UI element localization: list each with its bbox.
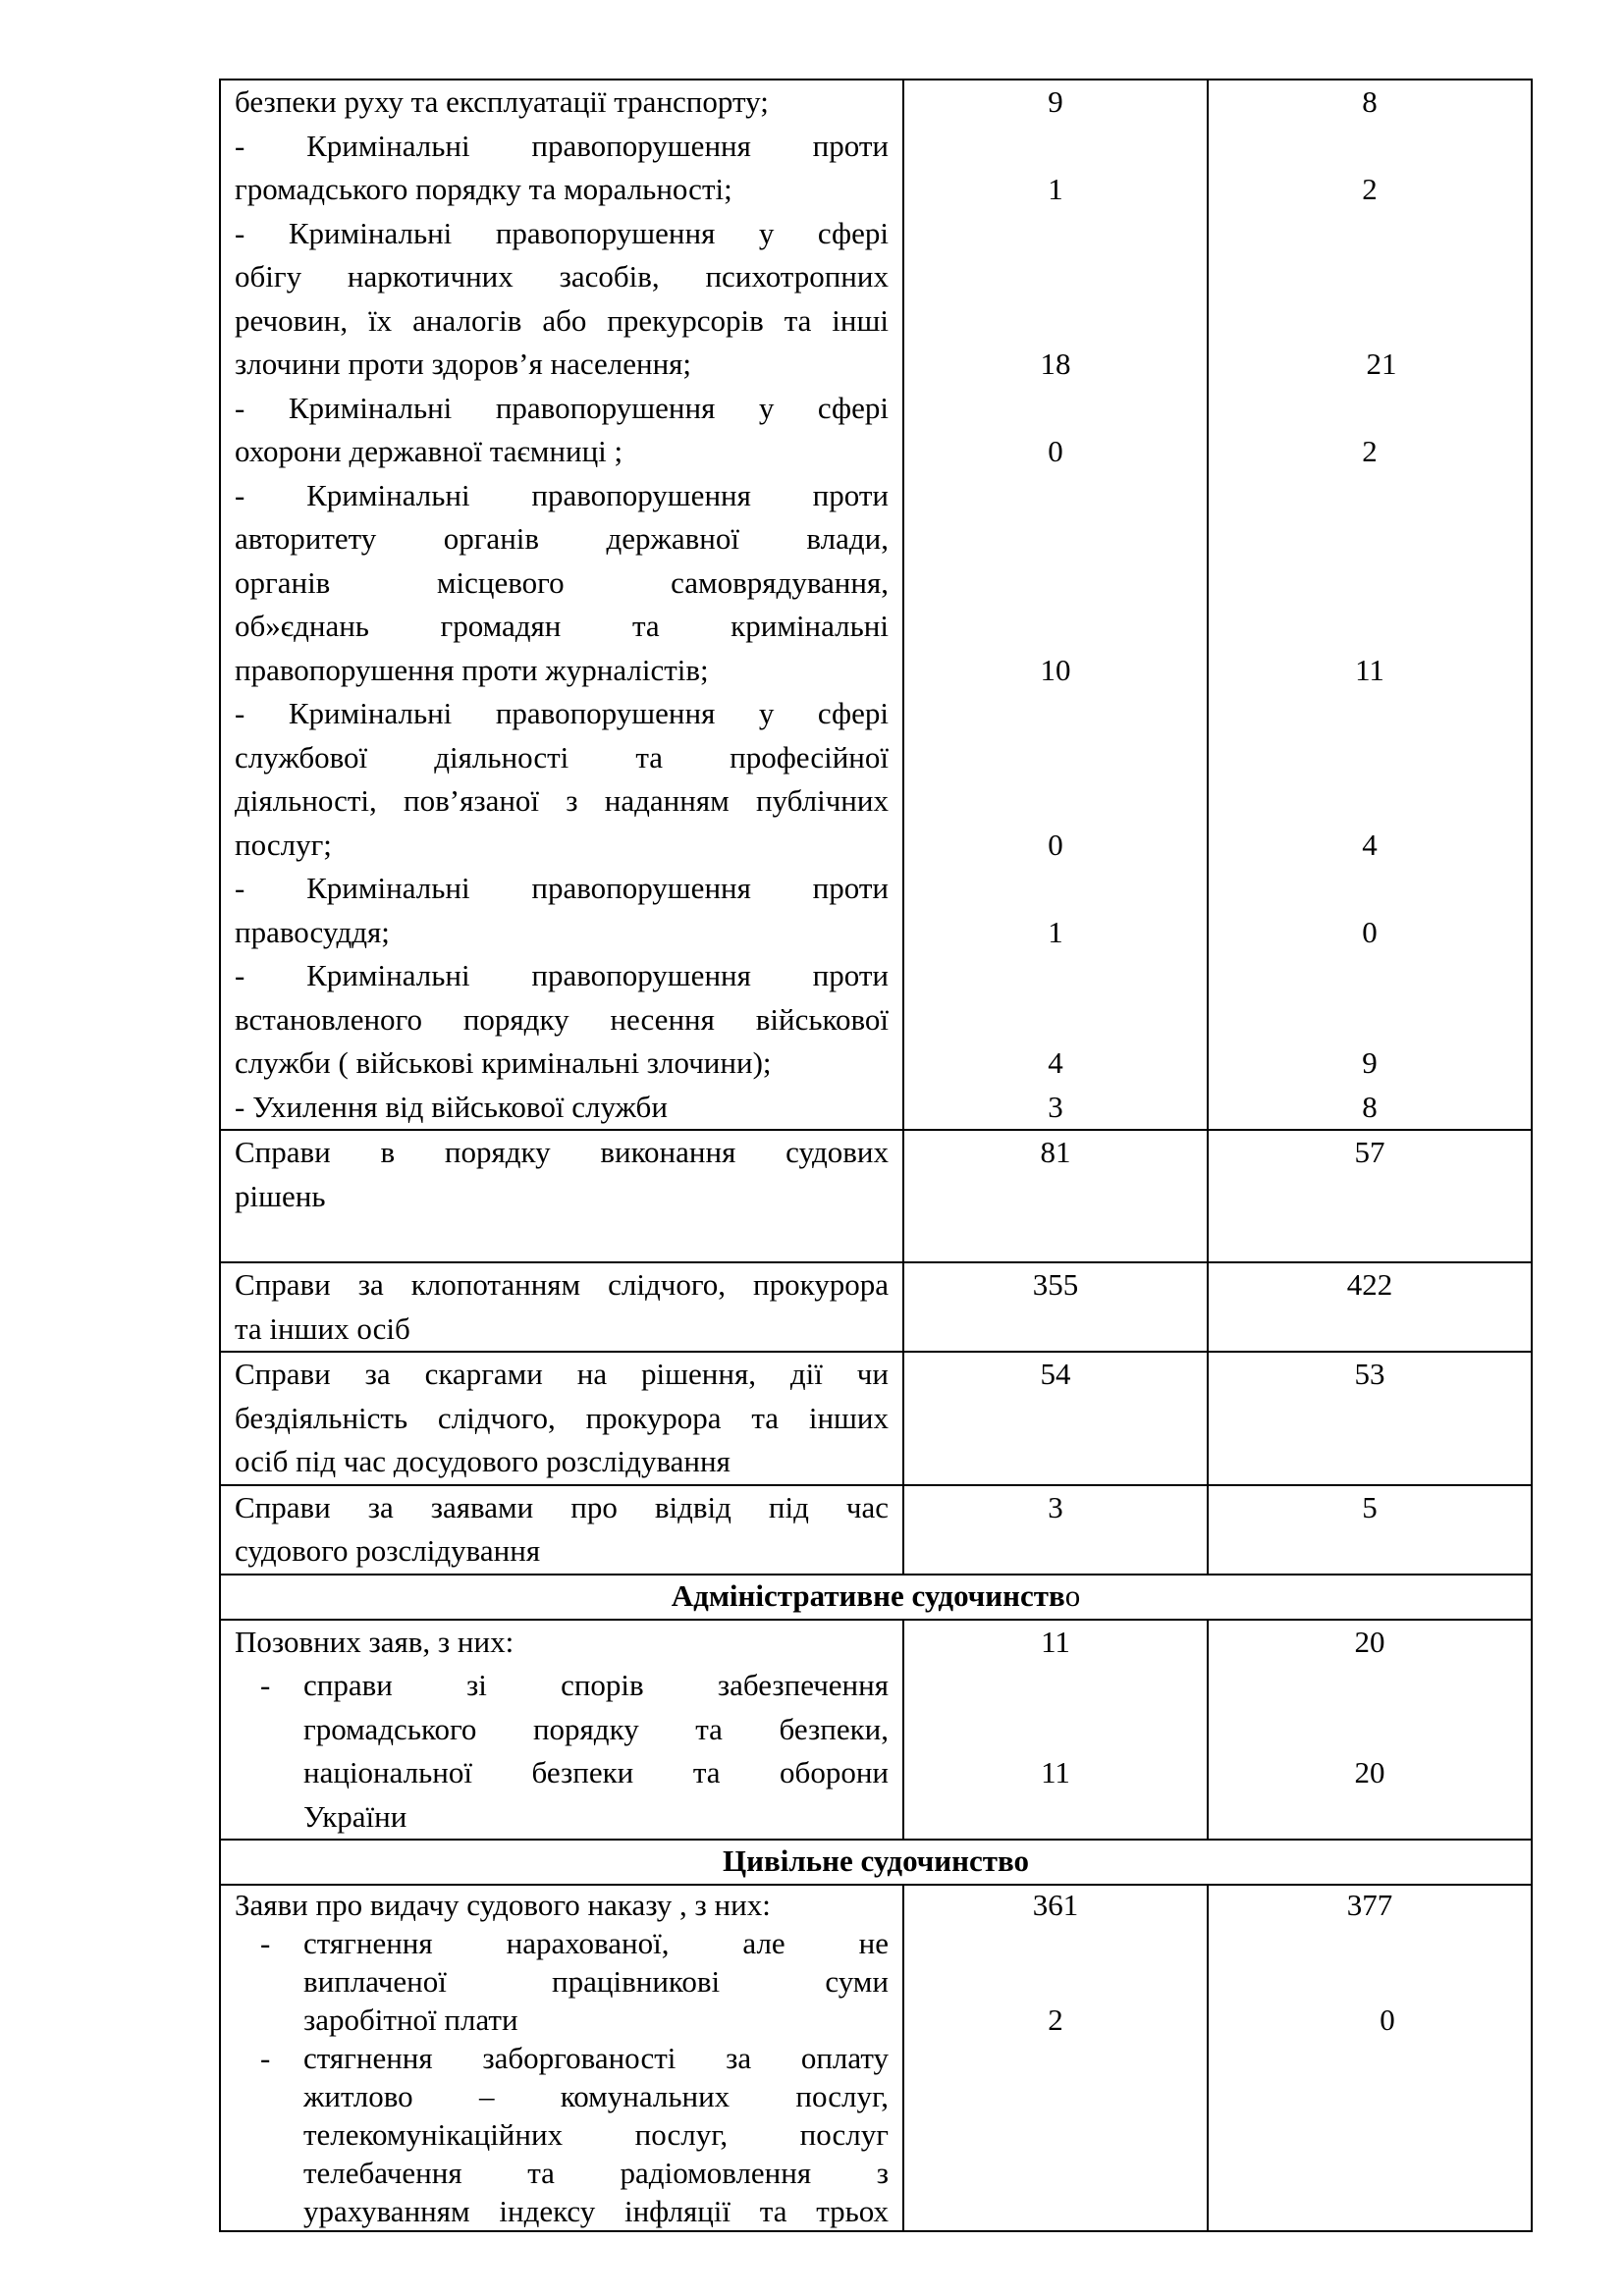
value-cell [903, 1485, 1208, 1575]
value-cell [904, 125, 1207, 169]
value-text: 57 [1354, 1135, 1385, 1169]
value-text: 377 [1346, 1888, 1393, 1922]
row-label-line: Позовних заяв, з них: [235, 1624, 514, 1659]
value-cell: 9 [1048, 84, 1063, 119]
value-text: 0 [1380, 2002, 1395, 2037]
section-title-tail: о [1064, 1577, 1081, 1613]
category-line: - Кримінальні правопорушення у сфері [235, 215, 889, 250]
value-cell: 2 [1362, 434, 1378, 468]
value-cell [1209, 605, 1531, 649]
table-row [220, 1130, 1532, 1262]
category-line: - Кримінальні правопорушення проти [235, 477, 889, 512]
value-cell [1209, 779, 1531, 824]
category-line: служби ( військові кримінальні злочини); [235, 1045, 772, 1080]
value-cell [903, 1352, 1208, 1485]
row-label-cell [220, 1620, 903, 1841]
value-cell [1208, 1130, 1532, 1262]
category-line: правосуддя; [235, 914, 390, 949]
row-label-cell [220, 1352, 903, 1485]
value-cell [1209, 517, 1531, 561]
value-text: 5 [1362, 1489, 1378, 1524]
category-line: діяльності, пов’язаної з наданням публічних [235, 783, 889, 818]
section-header-row [220, 1840, 1532, 1885]
value-cell [904, 779, 1207, 824]
row-label-line: Справи в порядку виконання судових [235, 1135, 889, 1169]
value-cell: 2 [1362, 172, 1378, 206]
value-cell [904, 867, 1207, 911]
category-line: авторитету органів державної влади, [235, 521, 889, 556]
value-cell [1209, 561, 1531, 606]
value-cell [1209, 125, 1531, 169]
bullet-dash: - [260, 1926, 271, 1960]
row-label-line: осіб під час досудового розслідування [235, 1444, 731, 1478]
value-text: 11 [1041, 1755, 1070, 1789]
row-label-line: Справи за заявами про відвід під час [235, 1489, 889, 1524]
value-cell [903, 1620, 1208, 1841]
list-item-text: стягнення заборгованості за оплату [303, 2041, 889, 2075]
value-cell [1208, 1485, 1532, 1575]
value-cell [903, 1130, 1208, 1262]
value-cell [1209, 474, 1531, 518]
list-item-text: телекомунікаційних послуг, послуг [303, 2117, 889, 2152]
category-line: речовин, їх аналогів або прекурсорів та інші [235, 302, 889, 338]
row-label-line: рішень [235, 1178, 326, 1213]
category-line: - Ухилення від військової служби [235, 1089, 668, 1124]
value-cell [904, 561, 1207, 606]
value-text: 422 [1346, 1267, 1393, 1302]
value-cell: 1 [1048, 172, 1063, 206]
row-label-cell [220, 1130, 903, 1262]
list-item-text: національної безпеки та оборони [303, 1755, 889, 1789]
row-label-line: Справи за клопотанням слідчого, прокурора [235, 1267, 889, 1302]
value-text: 53 [1354, 1357, 1385, 1391]
value-text: 54 [1040, 1357, 1071, 1391]
row-label-line: бездіяльність слідчого, прокурора та інших [235, 1400, 889, 1435]
row-label-line: Справи за скаргами на рішення, дії чи [235, 1357, 889, 1391]
value-cell: 4 [1048, 1045, 1063, 1080]
category-line: - Кримінальні правопорушення проти [235, 871, 889, 905]
category-line: послуг; [235, 827, 332, 862]
row-label-line: та інших осіб [235, 1310, 410, 1346]
value-text: 355 [1032, 1267, 1079, 1302]
value-cell [1209, 387, 1531, 431]
value-cell [1209, 692, 1531, 736]
category-line: встановленого порядку несення військової [235, 1001, 889, 1037]
row-label-line: Заяви про видачу судового наказу , з них: [235, 1888, 771, 1922]
list-item-text: справи зі спорів забезпечення [303, 1668, 889, 1702]
value-cell: 0 [1048, 434, 1063, 468]
category-line: органів місцевого самоврядування, [235, 564, 889, 600]
value-cell [904, 474, 1207, 518]
value-cell [1209, 954, 1531, 998]
category-line: службової діяльності та професійної [235, 739, 889, 774]
value-cell [1209, 998, 1531, 1042]
value-cell [904, 692, 1207, 736]
row-label-cell [220, 1885, 903, 2231]
category-line: - Кримінальні правопорушення у сфері [235, 390, 889, 425]
category-line: - Кримінальні правопорушення у сфері [235, 696, 889, 730]
bullet-dash: - [260, 2041, 271, 2075]
court-statistics-table [219, 79, 1533, 2232]
value-cell [903, 1262, 1208, 1352]
list-item-text: громадського порядку та безпеки, [303, 1711, 889, 1746]
table-row [220, 1620, 1532, 1841]
list-item [235, 2039, 889, 2077]
value-text: 11 [1041, 1624, 1070, 1659]
category-line: охорони державної таємниці ; [235, 434, 623, 468]
value-cell: 3 [1048, 1089, 1063, 1124]
section-header-row [220, 1575, 1532, 1620]
value-cell [904, 954, 1207, 998]
list-item-text: виплаченої працівникові суми [303, 1964, 889, 1999]
value-cell [1209, 736, 1531, 780]
value-cell [1208, 1620, 1532, 1841]
category-line: - Кримінальні правопорушення проти [235, 958, 889, 992]
bullet-dash: - [260, 1668, 271, 1702]
value-cell [903, 1885, 1208, 2231]
list-item-text: телебачення та радіомовлення з [303, 2156, 889, 2190]
category-line: громадського порядку та моральності; [235, 172, 732, 206]
value-text: 2 [1048, 2002, 1063, 2037]
value-cell [1208, 1885, 1532, 2231]
value-cell: 9 [1362, 1045, 1378, 1080]
value-cell: 1 [1048, 914, 1063, 949]
value-cell [904, 998, 1207, 1042]
value-cell: 11 [1355, 652, 1384, 687]
value-cell: 21 [1366, 347, 1397, 381]
category-line: - Кримінальні правопорушення проти [235, 128, 889, 163]
value-cell [1208, 1262, 1532, 1352]
list-item-text: житлово – комунальних послуг, [303, 2079, 889, 2113]
criminal-values-col1 [903, 80, 1208, 1130]
list-item [235, 1664, 889, 1708]
list-item-text: заробітної плати [303, 2002, 518, 2037]
criminal-categories-cell [220, 80, 903, 1130]
list-item-text: стягнення нарахованої, але не [303, 1926, 889, 1960]
value-cell [1209, 255, 1531, 299]
section-title-text: Адміністративне судочинств [671, 1577, 1065, 1613]
table-row [220, 1485, 1532, 1575]
category-line: безпеки руху та експлуатації транспорту; [235, 84, 769, 119]
value-cell [904, 212, 1207, 256]
list-item-text: України [303, 1798, 407, 1834]
value-text: 20 [1354, 1755, 1385, 1789]
list-item [235, 1924, 889, 1962]
value-cell [904, 255, 1207, 299]
value-cell [904, 387, 1207, 431]
criminal-values-col2 [1208, 80, 1532, 1130]
section-title-civil: Цивільне судочинство [220, 1840, 1532, 1885]
table-row [220, 1352, 1532, 1485]
value-cell: 0 [1048, 827, 1063, 862]
category-line: об»єднань громадян та кримінальні [235, 609, 889, 643]
row-label-cell [220, 1262, 903, 1352]
category-line: обігу наркотичних засобів, психотропних [235, 259, 889, 294]
value-cell: 8 [1362, 84, 1378, 119]
value-text: 81 [1040, 1135, 1071, 1169]
value-cell [1209, 299, 1531, 344]
value-cell [904, 299, 1207, 344]
value-cell [904, 605, 1207, 649]
row-label-line: судового розслідування [235, 1533, 541, 1568]
value-cell [1209, 867, 1531, 911]
value-cell [904, 736, 1207, 780]
value-cell: 0 [1362, 914, 1378, 949]
value-cell [1209, 212, 1531, 256]
section-title-admin [220, 1575, 1532, 1620]
value-text: 20 [1354, 1624, 1385, 1659]
value-text: 3 [1048, 1489, 1063, 1524]
table-row [220, 1885, 1532, 2231]
table-row [220, 1262, 1532, 1352]
list-item-text: урахуванням індексу інфляції та трьох [303, 2194, 889, 2228]
category-line: правопорушення проти журналістів; [235, 652, 709, 687]
value-cell: 8 [1362, 1089, 1378, 1124]
value-text: 361 [1032, 1888, 1079, 1922]
value-cell [1208, 1352, 1532, 1485]
value-cell: 4 [1362, 827, 1378, 862]
value-cell [904, 517, 1207, 561]
table-row [220, 80, 1532, 1130]
value-cell: 10 [1040, 652, 1071, 687]
row-label-cell [220, 1485, 903, 1575]
category-line: злочини проти здоров’я населення; [235, 347, 692, 381]
value-cell: 18 [1040, 347, 1071, 381]
